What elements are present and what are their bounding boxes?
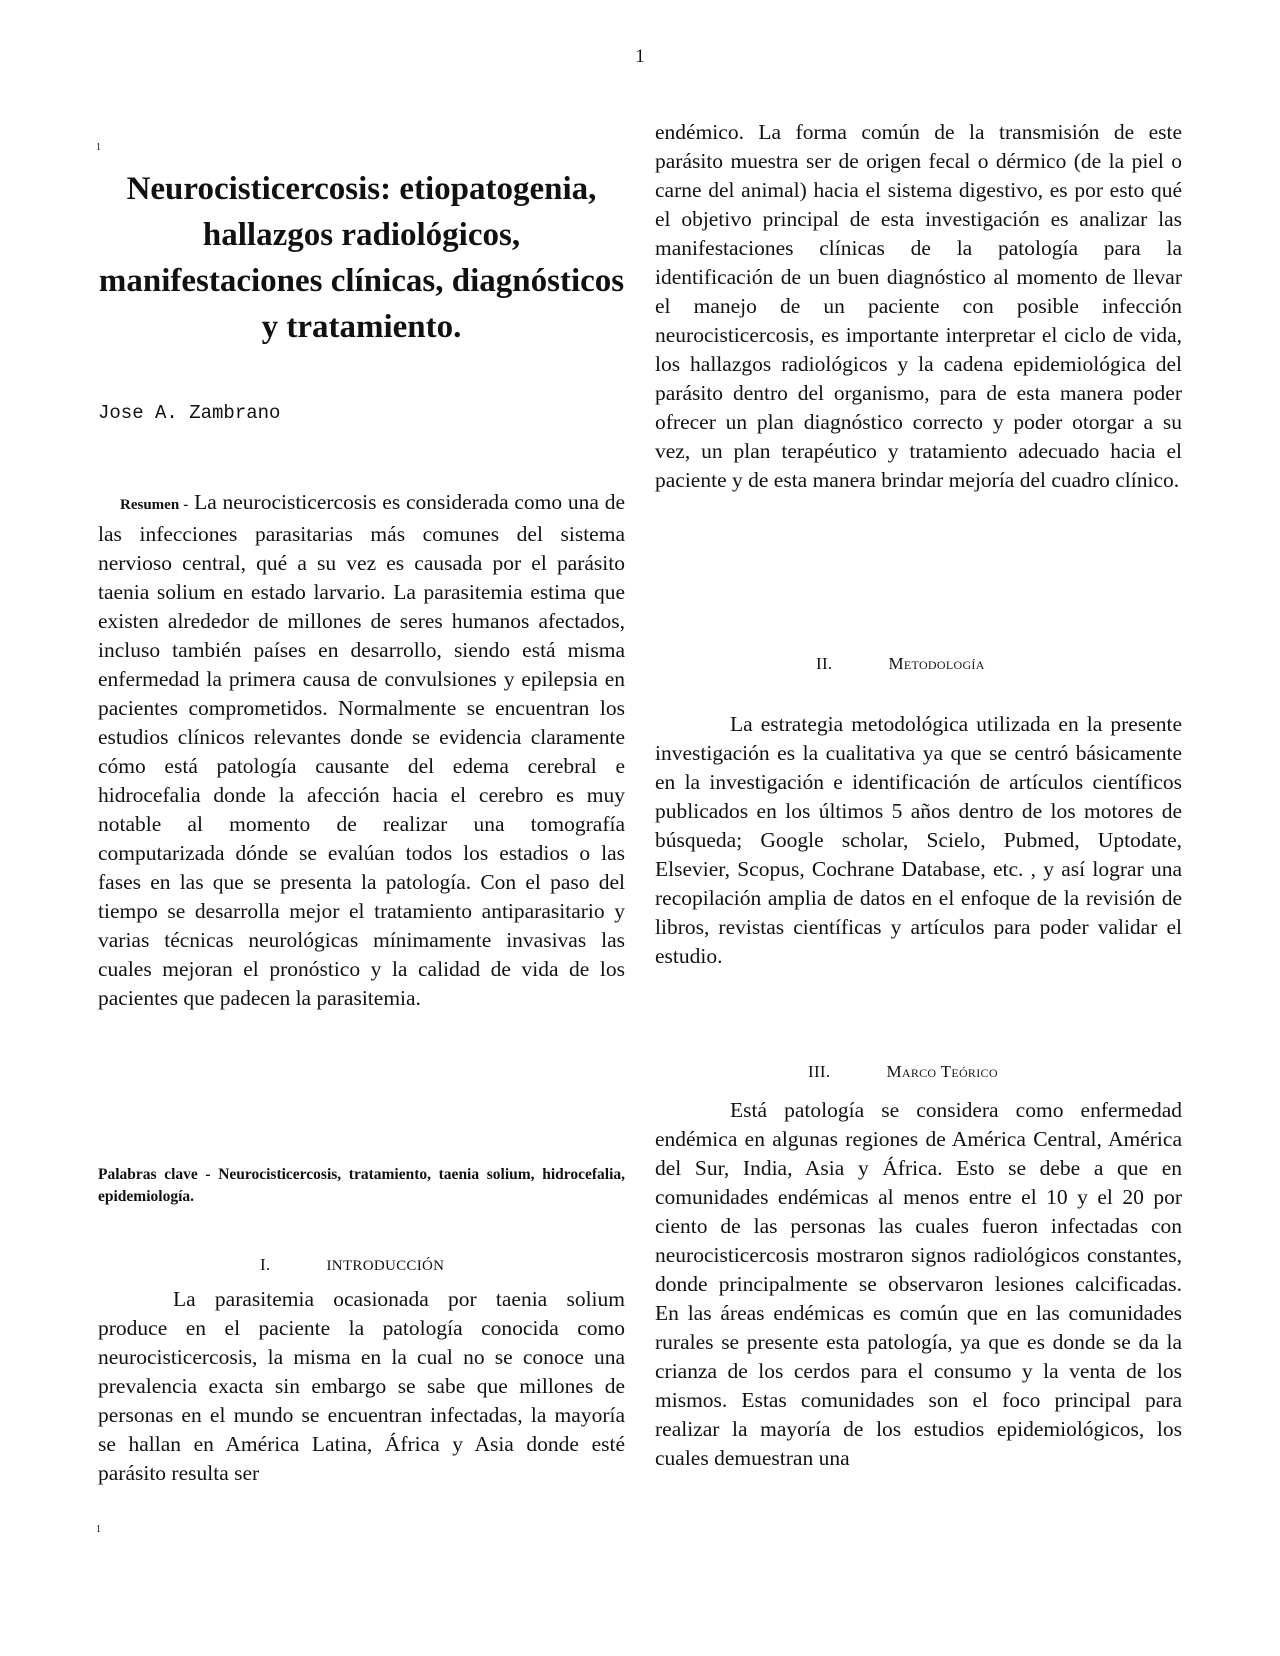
abstract-label: Resumen -	[120, 497, 189, 513]
method-text	[655, 710, 1182, 971]
intro-text-right	[655, 118, 1182, 495]
section-heading-marco-teorico	[808, 1062, 998, 1082]
abstract-text: La neurocisticercosis es considerada como una de las infecciones parasitarias más comunes del sistema nervioso central, qué a su vez es causada por el parásito taenia solium en estado larvario. La parasitemia estima que existen alrededor de millones de seres humanos afectados, incluso también países en desarrollo, siendo está misma enfermedad la primera causa de convulsiones y epilepsia en pacientes comprometidos. Normalmente se encuentran los estudios clínicos relevantes donde se evidencia claramente cómo está patología causante del edema cerebral e hidrocefalia donde la afección hacia el cerebro es muy notable al momento de realizar una tomografía computarizada dónde se evalúan todos los estadios o las fases en las que se presenta la patología. Con el paso del tiempo se desarrolla mejor el tratamiento antiparasitario y varias técnicas neurológicas mínimamente invasivas las cuales mejoran el pronóstico y la calidad de vida de los pacientes que padecen la parasitemia.	[98, 490, 625, 1010]
intro-paragraph: La parasitemia ocasionada por taenia solium produce en el paciente la patología conocida como neurocisticercosis, la misma en la cual no se conoce una prevalencia exacta sin embargo se sabe que millones de personas en el mundo se encuentran infectadas, la mayoría se hallan en América Latina, África y Asia donde esté parásito resulta ser	[98, 1287, 625, 1485]
page-number: 1	[635, 46, 645, 67]
method-paragraph: La estrategia metodológica utilizada en la presente investigación es la cualitativa ya que se centró básicamente en la investigación e identificación de artículos científicos publicados en los últimos 5 años dentro de los motores de búsqueda; Google scholar, Scielo, Pubmed, Uptodate, Elsevier, Scopus, Cochrane Database, etc. , y así lograr una recopilación amplia de datos en el enfoque de la revisión de libros, revistas científicas y artículos para poder validar el estudio.	[655, 712, 1182, 968]
section-heading-introduction	[260, 1255, 444, 1275]
footnote-mark-bottom: 1	[96, 1524, 101, 1535]
section-title: Marco Teórico	[886, 1062, 998, 1081]
section-number: III.	[808, 1062, 831, 1081]
abstract	[98, 488, 625, 1013]
section-number: I.	[260, 1255, 271, 1274]
author-name: Jose A. Zambrano	[98, 402, 281, 424]
section-number: II.	[816, 654, 833, 673]
abstract-paragraph	[98, 488, 625, 1013]
section-title: Metodología	[888, 654, 985, 673]
section-title: INTRODUCCIÓN	[326, 1258, 445, 1274]
footnote-mark-top: 1	[96, 142, 101, 153]
paper-title: Neurocisticercosis: etiopatogenia, hallazgos radiológicos, manifestaciones clínicas, diagnósticos y tratamiento.	[98, 171, 625, 345]
intro-continuation: endémico. La forma común de la transmisión de este parásito muestra ser de origen fecal o dérmico (de la piel o carne del animal) hacia el sistema digestivo, es por esto qué el objetivo principal de esta investigación es analizar las manifestaciones clínicas de la patología para la identificación de un buen diagnóstico al momento de llevar el manejo de un paciente con posible infección neurocisticercosis, es importante interpretar el ciclo de vida, los hallazgos radiológicos y la cadena epidemiológica del parásito dentro del organismo, para de esta manera poder ofrecer un plan diagnóstico correcto y poder otorgar a su vez, un plan terapéutico y tratamiento adecuado hacia el paciente y de esta manera brindar mejoría del cuadro clínico.	[655, 120, 1182, 492]
keywords: Palabras clave - Neurocisticercosis, tratamiento, taenia solium, hidrocefalia, epidemiología.	[98, 1166, 625, 1205]
intro-text-left	[98, 1285, 625, 1488]
section-heading-metodologia	[816, 654, 985, 674]
theory-text	[655, 1096, 1182, 1473]
theory-paragraph: Está patología se considera como enfermedad endémica en algunas regiones de América Central, América del Sur, India, Asia y África. Esto se debe a que en comunidades endémicas al menos entre el 10 y el 20 por ciento de las personas las cuales fueron infectadas con neurocisticercosis mostraron signos radiológicos constantes, donde principalmente se observaron lesiones calcificadas. En las áreas endémicas es común que en las comunidades rurales se presente esta patología, ya que es donde se da la crianza de los cerdos para el consumo y la venta de los mismos. Estas comunidades son el foco principal para realizar la mayoría de los estudios epidemiológicos, los cuales demuestran una	[655, 1098, 1182, 1470]
